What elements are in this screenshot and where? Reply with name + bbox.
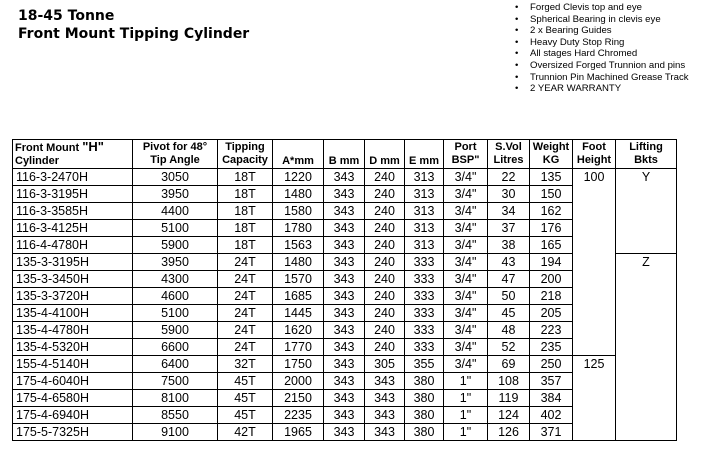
cell-pivot: 8100 xyxy=(133,390,218,407)
cell-d: 240 xyxy=(365,237,405,254)
cell-weight: 176 xyxy=(530,220,573,237)
cell-svol: 108 xyxy=(488,373,530,390)
cell-weight: 162 xyxy=(530,203,573,220)
cell-b: 343 xyxy=(324,373,365,390)
cell-a: 2150 xyxy=(273,390,324,407)
cell-port: 3/4" xyxy=(444,322,488,339)
cell-capacity: 24T xyxy=(218,322,273,339)
cell-svol: 22 xyxy=(488,169,530,186)
cell-port: 3/4" xyxy=(444,305,488,322)
cell-weight: 150 xyxy=(530,186,573,203)
feature-item: • Heavy Duty Stop Ring xyxy=(513,37,713,49)
cell-model: 175-4-6040H xyxy=(13,373,133,390)
cell-d: 343 xyxy=(365,373,405,390)
cell-port: 3/4" xyxy=(444,186,488,203)
cell-capacity: 24T xyxy=(218,271,273,288)
cell-e: 313 xyxy=(405,220,444,237)
col-header-lifting-bkts: Lifting Bkts xyxy=(616,140,677,169)
cell-pivot: 9100 xyxy=(133,424,218,441)
cell-a: 1220 xyxy=(273,169,324,186)
cell-a: 1770 xyxy=(273,339,324,356)
cell-weight: 357 xyxy=(530,373,573,390)
cell-weight: 165 xyxy=(530,237,573,254)
cell-b: 343 xyxy=(324,407,365,424)
cell-port: 1" xyxy=(444,424,488,441)
cell-b: 343 xyxy=(324,169,365,186)
cell-a: 1685 xyxy=(273,288,324,305)
cell-a: 2235 xyxy=(273,407,324,424)
cell-a: 1620 xyxy=(273,322,324,339)
cell-model: 175-4-6580H xyxy=(13,390,133,407)
cell-d: 240 xyxy=(365,305,405,322)
feature-item: • 2 x Bearing Guides xyxy=(513,25,713,37)
cell-b: 343 xyxy=(324,424,365,441)
cell-e: 355 xyxy=(405,356,444,373)
cell-port: 1" xyxy=(444,373,488,390)
cell-port: 3/4" xyxy=(444,254,488,271)
cell-pivot: 8550 xyxy=(133,407,218,424)
col-header-port: Port BSP" xyxy=(444,140,488,169)
cell-capacity: 45T xyxy=(218,373,273,390)
feature-item: • Forged Clevis top and eye xyxy=(513,2,713,14)
cell-svol: 69 xyxy=(488,356,530,373)
cell-d: 240 xyxy=(365,169,405,186)
cell-port: 3/4" xyxy=(444,237,488,254)
col-header-b: B mm xyxy=(324,140,365,169)
cell-a: 2000 xyxy=(273,373,324,390)
cell-svol: 119 xyxy=(488,390,530,407)
cell-capacity: 24T xyxy=(218,305,273,322)
cell-port: 3/4" xyxy=(444,220,488,237)
cell-model: 116-3-3585H xyxy=(13,203,133,220)
cell-e: 333 xyxy=(405,339,444,356)
cell-a: 1965 xyxy=(273,424,324,441)
cell-port: 1" xyxy=(444,407,488,424)
cell-svol: 124 xyxy=(488,407,530,424)
cell-capacity: 24T xyxy=(218,288,273,305)
cell-capacity: 18T xyxy=(218,220,273,237)
cell-model: 135-3-3450H xyxy=(13,271,133,288)
cell-weight: 235 xyxy=(530,339,573,356)
cell-model: 116-3-4125H xyxy=(13,220,133,237)
cell-svol: 30 xyxy=(488,186,530,203)
cell-d: 305 xyxy=(365,356,405,373)
cell-d: 240 xyxy=(365,339,405,356)
table-row xyxy=(13,356,677,373)
cell-pivot: 4600 xyxy=(133,288,218,305)
cell-capacity: 32T xyxy=(218,356,273,373)
cell-capacity: 24T xyxy=(218,339,273,356)
cell-port: 3/4" xyxy=(444,288,488,305)
cell-e: 333 xyxy=(405,288,444,305)
cell-a: 1580 xyxy=(273,203,324,220)
col-header-a: A*mm xyxy=(273,140,324,169)
cell-weight: 135 xyxy=(530,169,573,186)
cell-capacity: 18T xyxy=(218,203,273,220)
page-title: 18-45 Tonne xyxy=(18,8,115,24)
cell-capacity: 24T xyxy=(218,254,273,271)
cell-capacity: 45T xyxy=(218,407,273,424)
cell-model: 175-4-6940H xyxy=(13,407,133,424)
cell-pivot: 6600 xyxy=(133,339,218,356)
cell-pivot: 3050 xyxy=(133,169,218,186)
cell-port: 3/4" xyxy=(444,169,488,186)
cell-svol: 38 xyxy=(488,237,530,254)
cell-capacity: 18T xyxy=(218,237,273,254)
feature-item: • All stages Hard Chromed xyxy=(513,48,713,60)
cell-model: 135-4-4100H xyxy=(13,305,133,322)
cell-a: 1563 xyxy=(273,237,324,254)
cell-svol: 43 xyxy=(488,254,530,271)
cell-b: 343 xyxy=(324,322,365,339)
cell-pivot: 7500 xyxy=(133,373,218,390)
cell-weight: 205 xyxy=(530,305,573,322)
feature-list xyxy=(513,2,713,95)
cell-svol: 52 xyxy=(488,339,530,356)
cell-model: 135-4-4780H xyxy=(13,322,133,339)
cell-d: 240 xyxy=(365,254,405,271)
cell-pivot: 4400 xyxy=(133,203,218,220)
cell-model: 135-3-3195H xyxy=(13,254,133,271)
cell-lifting-bkts: Z xyxy=(616,254,677,441)
cell-d: 240 xyxy=(365,271,405,288)
cell-b: 343 xyxy=(324,288,365,305)
cell-e: 313 xyxy=(405,203,444,220)
cell-port: 3/4" xyxy=(444,356,488,373)
cell-weight: 402 xyxy=(530,407,573,424)
cell-svol: 47 xyxy=(488,271,530,288)
cell-foot-height: 100 xyxy=(573,169,616,356)
cell-model: 116-3-2470H xyxy=(13,169,133,186)
cell-pivot: 5900 xyxy=(133,322,218,339)
cell-weight: 371 xyxy=(530,424,573,441)
feature-item: • Trunnion Pin Machined Grease Track xyxy=(513,72,713,84)
cell-pivot: 3950 xyxy=(133,254,218,271)
cell-d: 343 xyxy=(365,390,405,407)
cell-capacity: 45T xyxy=(218,390,273,407)
cell-model: 155-4-5140H xyxy=(13,356,133,373)
feature-item: • 2 YEAR WARRANTY xyxy=(513,83,713,95)
cell-d: 240 xyxy=(365,288,405,305)
cell-e: 313 xyxy=(405,237,444,254)
cell-port: 1" xyxy=(444,390,488,407)
cell-b: 343 xyxy=(324,339,365,356)
cell-svol: 34 xyxy=(488,203,530,220)
cell-svol: 37 xyxy=(488,220,530,237)
cell-weight: 223 xyxy=(530,322,573,339)
cell-d: 343 xyxy=(365,407,405,424)
cell-e: 333 xyxy=(405,305,444,322)
cell-model: 116-4-4780H xyxy=(13,237,133,254)
cell-port: 3/4" xyxy=(444,339,488,356)
cell-b: 343 xyxy=(324,186,365,203)
table-row xyxy=(13,169,677,186)
cell-svol: 50 xyxy=(488,288,530,305)
col-header-model: Front Mount "H" Cylinder xyxy=(13,140,133,169)
feature-item: • Spherical Bearing in clevis eye xyxy=(513,14,713,26)
cell-pivot: 5100 xyxy=(133,305,218,322)
cell-capacity: 18T xyxy=(218,186,273,203)
cell-lifting-bkts: Y xyxy=(616,169,677,254)
col-header-d: D mm xyxy=(365,140,405,169)
cell-pivot: 5900 xyxy=(133,237,218,254)
cell-b: 343 xyxy=(324,271,365,288)
cell-port: 3/4" xyxy=(444,271,488,288)
cell-weight: 384 xyxy=(530,390,573,407)
cell-svol: 126 xyxy=(488,424,530,441)
cell-b: 343 xyxy=(324,237,365,254)
cell-pivot: 3950 xyxy=(133,186,218,203)
cell-weight: 194 xyxy=(530,254,573,271)
cell-svol: 45 xyxy=(488,305,530,322)
cell-d: 343 xyxy=(365,424,405,441)
col-header-svol: S.Vol Litres xyxy=(488,140,530,169)
cell-a: 1570 xyxy=(273,271,324,288)
cell-a: 1445 xyxy=(273,305,324,322)
cell-d: 240 xyxy=(365,322,405,339)
cell-capacity: 18T xyxy=(218,169,273,186)
cell-a: 1480 xyxy=(273,254,324,271)
col-header-e: E mm xyxy=(405,140,444,169)
cell-model: 135-3-3720H xyxy=(13,288,133,305)
cell-b: 343 xyxy=(324,203,365,220)
cell-e: 333 xyxy=(405,322,444,339)
page-subtitle: Front Mount Tipping Cylinder xyxy=(18,26,250,42)
cell-e: 313 xyxy=(405,186,444,203)
cell-d: 240 xyxy=(365,186,405,203)
cell-model: 135-4-5320H xyxy=(13,339,133,356)
cell-weight: 218 xyxy=(530,288,573,305)
col-header-pivot: Pivot for 48° Tip Angle xyxy=(133,140,218,169)
cell-capacity: 42T xyxy=(218,424,273,441)
cell-model: 175-5-7325H xyxy=(13,424,133,441)
cell-e: 380 xyxy=(405,390,444,407)
cell-b: 343 xyxy=(324,220,365,237)
cell-weight: 250 xyxy=(530,356,573,373)
cell-b: 343 xyxy=(324,356,365,373)
cell-pivot: 4300 xyxy=(133,271,218,288)
cell-pivot: 5100 xyxy=(133,220,218,237)
col-header-weight: Weight KG xyxy=(530,140,573,169)
cell-e: 380 xyxy=(405,424,444,441)
cell-b: 343 xyxy=(324,390,365,407)
col-header-capacity: Tipping Capacity xyxy=(218,140,273,169)
cell-pivot: 6400 xyxy=(133,356,218,373)
cell-a: 1780 xyxy=(273,220,324,237)
cell-a: 1750 xyxy=(273,356,324,373)
feature-item: • Oversized Forged Trunnion and pins xyxy=(513,60,713,72)
cell-svol: 48 xyxy=(488,322,530,339)
cell-b: 343 xyxy=(324,254,365,271)
col-header-foot-height: Foot Height xyxy=(573,140,616,169)
cell-a: 1480 xyxy=(273,186,324,203)
cell-b: 343 xyxy=(324,305,365,322)
cell-port: 3/4" xyxy=(444,203,488,220)
spec-table xyxy=(12,139,677,441)
cell-e: 313 xyxy=(405,169,444,186)
cell-d: 240 xyxy=(365,203,405,220)
cell-e: 333 xyxy=(405,254,444,271)
cell-model: 116-3-3195H xyxy=(13,186,133,203)
cell-foot-height: 125 xyxy=(573,356,616,441)
cell-e: 333 xyxy=(405,271,444,288)
cell-d: 240 xyxy=(365,220,405,237)
cell-weight: 200 xyxy=(530,271,573,288)
cell-e: 380 xyxy=(405,373,444,390)
cell-e: 380 xyxy=(405,407,444,424)
header-row xyxy=(13,140,677,169)
